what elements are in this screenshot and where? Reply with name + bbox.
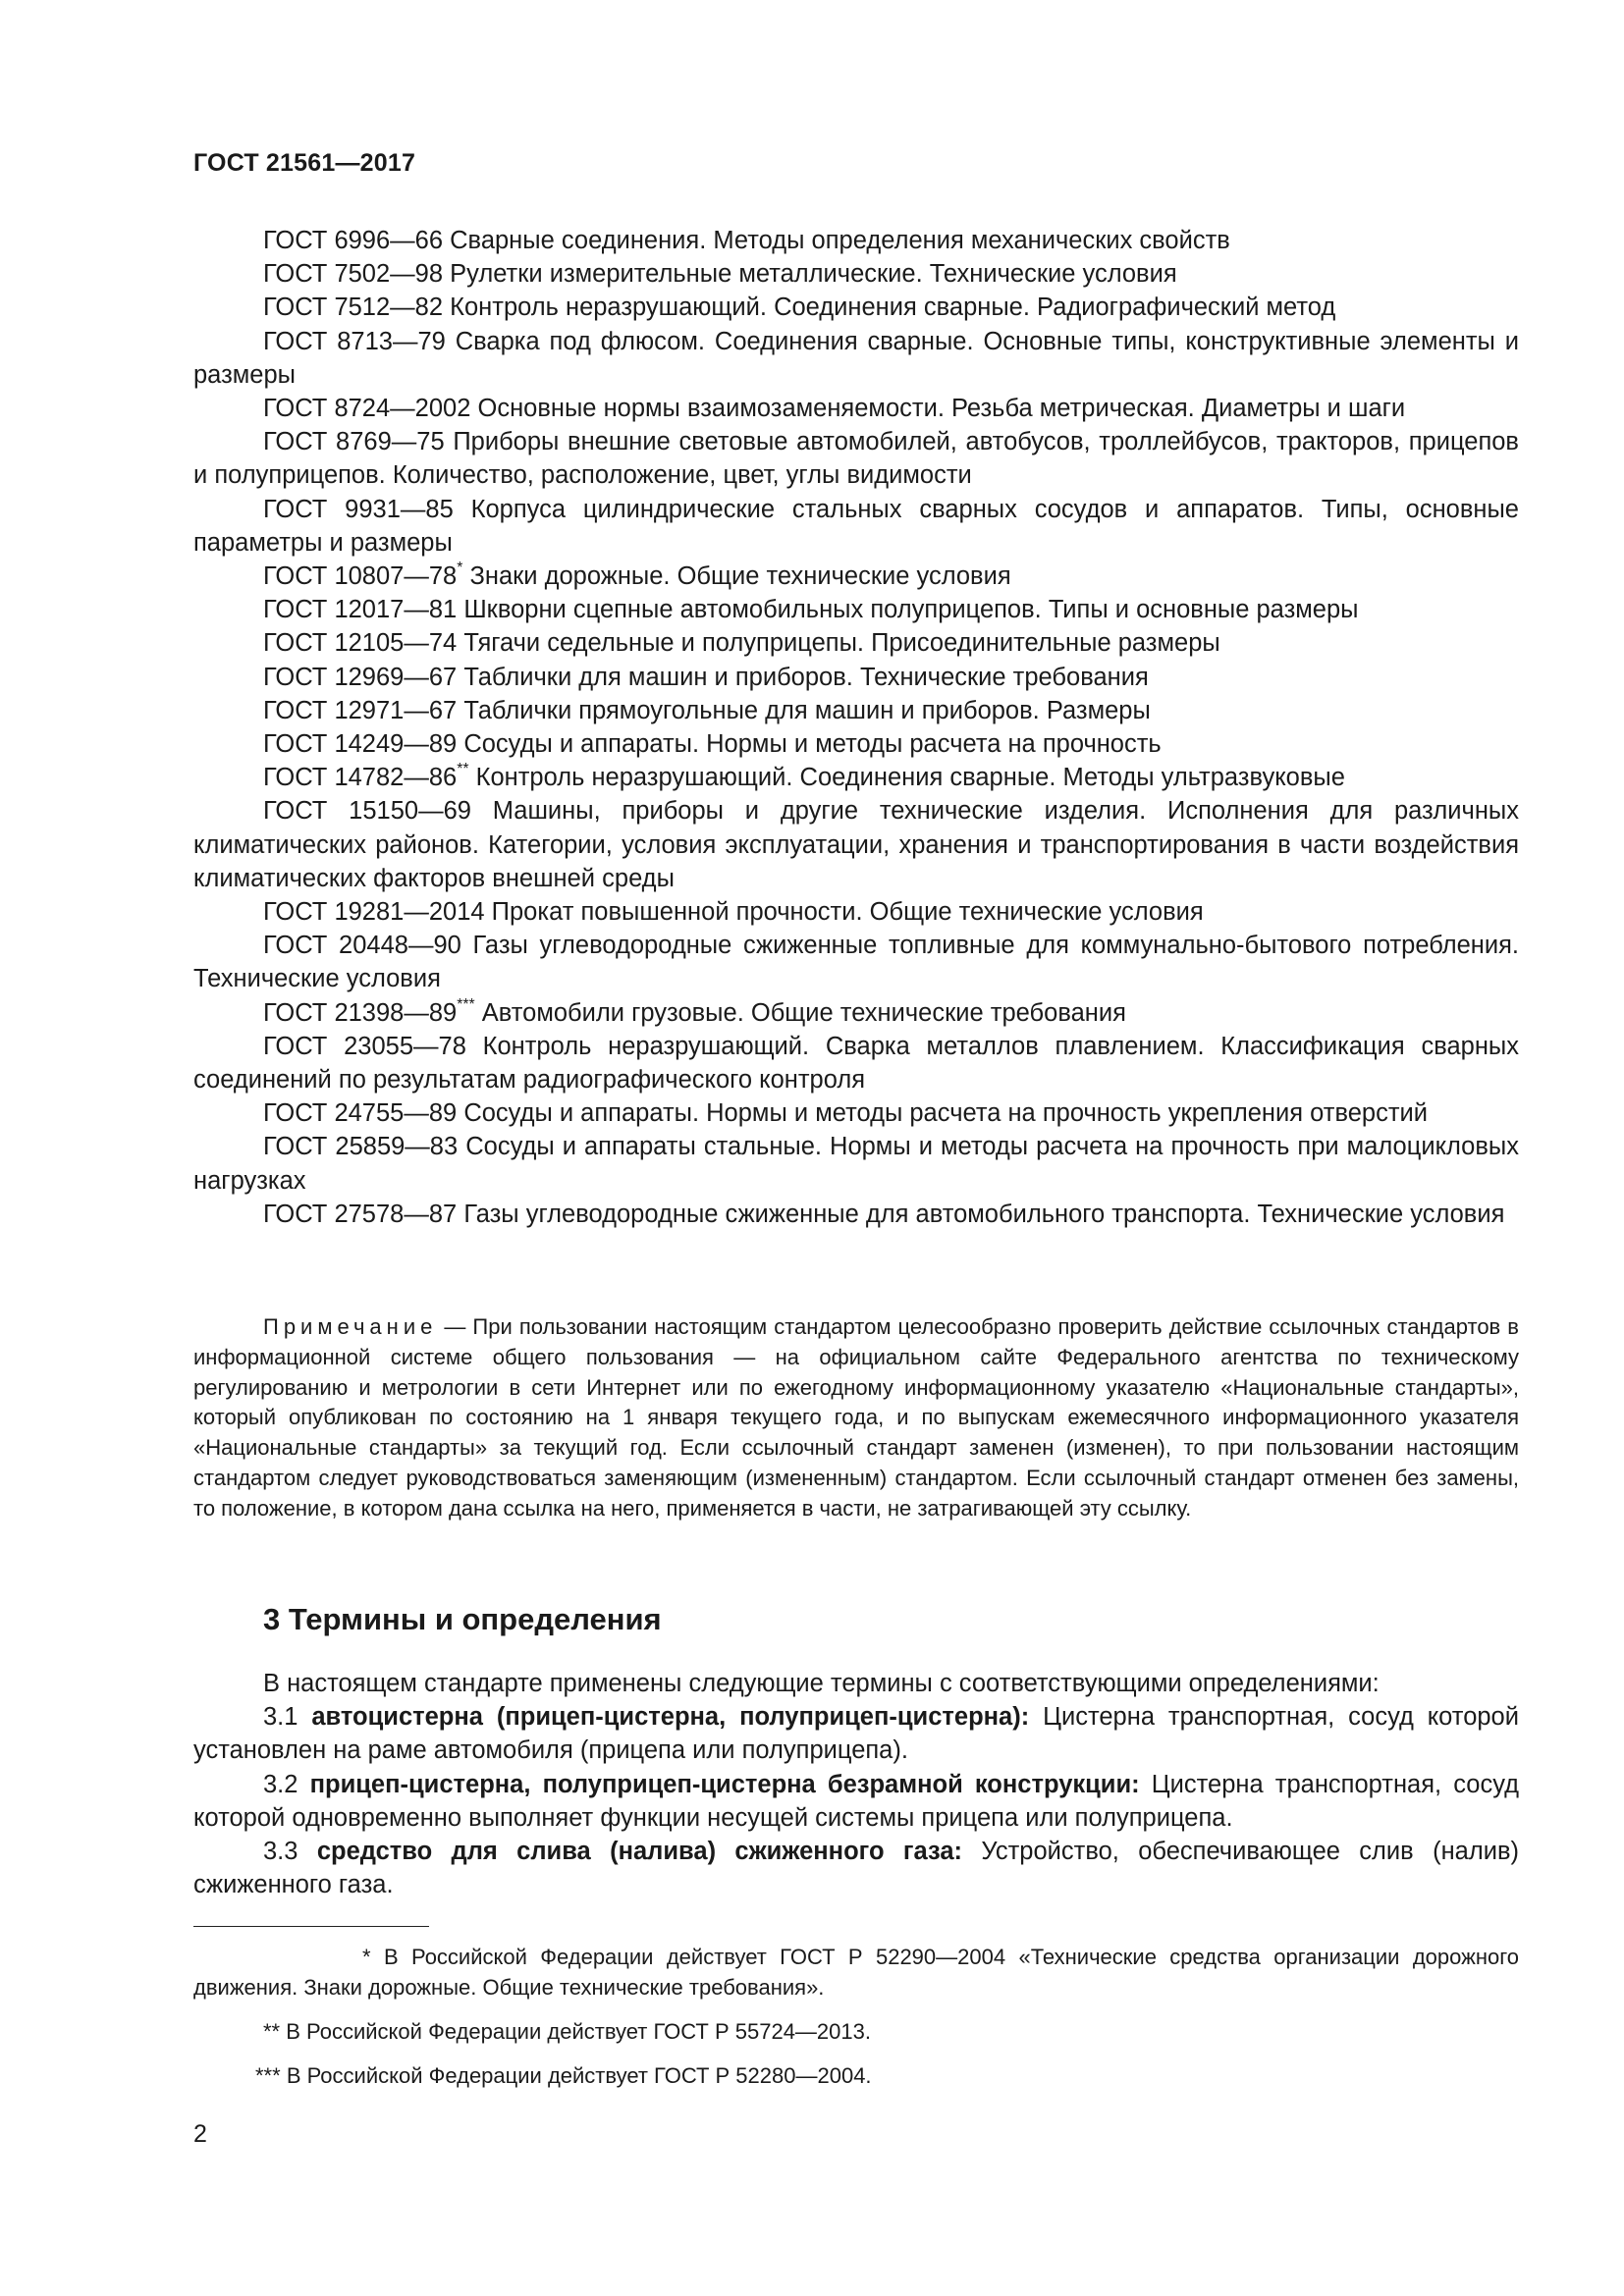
reference-title: Таблички для машин и приборов. Технические требования	[463, 663, 1149, 691]
reference-title: Сосуды и аппараты стальные. Нормы и методы расчета на прочность при малоцикловых нагрузках	[193, 1133, 1519, 1195]
reference-title: Газы углеводородные сжиженные для автомобильного транспорта. Технические условия	[463, 1200, 1505, 1228]
footnote-mark: *	[362, 1945, 371, 1969]
reference-code: ГОСТ 15150—69	[263, 797, 471, 826]
footnote-text: В Российской Федерации действует ГОСТ Р 52280—2004.	[286, 2063, 872, 2088]
footnote	[193, 2016, 1519, 2047]
normative-references-list	[193, 224, 1519, 1231]
reference-code: ГОСТ 25859—83	[263, 1133, 459, 1161]
reference-title: Таблички прямоугольные для машин и приборов. Размеры	[463, 696, 1151, 724]
reference-code: ГОСТ 14782—86	[263, 764, 458, 792]
section-title: 3 Термины и определения	[263, 1602, 662, 1636]
reference-code: ГОСТ 8724—2002	[263, 395, 471, 423]
reference-code: ГОСТ 9931—85	[263, 495, 454, 523]
reference-code: ГОСТ 6996—66	[263, 227, 444, 254]
reference-code: ГОСТ 23055—78	[263, 1032, 466, 1060]
term-definition	[193, 1768, 1519, 1835]
footnote-mark: ***	[255, 2063, 281, 2088]
page-number: 2	[193, 2120, 207, 2148]
reference-code: ГОСТ 19281—2014	[263, 898, 485, 927]
reference-item	[193, 895, 1519, 929]
footnote-ref-mark: *	[457, 560, 463, 577]
term-text: Цистерна транспортная, сосуд которой установлен на раме автомобиля (прицепа или полуприцепа).	[193, 1703, 1519, 1765]
note-label: Примечание	[263, 1314, 438, 1339]
reference-title: Сосуды и аппараты. Нормы и методы расчета на прочность укрепления отверстий	[463, 1099, 1428, 1128]
term-name: прицеп-цистерна, полуприцеп-цистерна безрамной конструкции:	[309, 1770, 1140, 1798]
reference-title: Приборы внешние световые автомобилей, автобусов, троллейбусов, тракторов, прицепов и полуприцепов. Количество, расположение, цвет, углы видимости	[193, 428, 1519, 490]
reference-code: ГОСТ 7512—82	[263, 294, 444, 322]
reference-title: Корпуса цилиндрические стальных сварных сосудов и аппаратов. Типы, основные параметры и размеры	[193, 495, 1519, 557]
reference-title: Сварка под флюсом. Соединения сварные. Основные типы, конструктивные элементы и размеры	[193, 327, 1519, 389]
footnote-divider	[193, 1926, 429, 1927]
reference-code: ГОСТ 20448—90	[263, 932, 461, 960]
reference-item	[193, 291, 1519, 324]
reference-item	[193, 224, 1519, 257]
footnote-text: В Российской Федерации действует ГОСТ Р 55724—2013.	[286, 2019, 871, 2044]
reference-item	[193, 425, 1519, 492]
footnote	[193, 2060, 1519, 2091]
footnote	[193, 1942, 1519, 2002]
reference-item	[193, 1198, 1519, 1231]
reference-item	[193, 392, 1519, 425]
footnote-mark: **	[263, 2019, 281, 2044]
reference-title: Контроль неразрушающий. Соединения сварные. Методы ультразвуковые	[475, 764, 1345, 792]
reference-code: ГОСТ 24755—89	[263, 1099, 458, 1128]
terms-section-body	[193, 1667, 1519, 1901]
reference-code: ГОСТ 12969—67	[263, 663, 458, 691]
reference-item	[193, 794, 1519, 895]
note-text: — При пользовании настоящим стандартом целесообразно проверить действие ссылочных стандартов в информационной системе общего пользования — на официальном сайте Федерального агентства по техническому регулированию и метрологии в сети Интернет или по ежегодному информационному указателю «Национальные стандарты», который опубликован по состоянию на 1 января текущего года, и по выпускам ежемесячного информационного указателя «Национальные стандарты» за текущий год. Если ссылочный стандарт заменен (изменен), то при пользовании настоящим стандартом следует руководствоваться заменяющим (измененным) стандартом. Если ссылочный стандарт отменен без замены, то положение, в котором дана ссылка на него, применяется в части, не затрагивающей эту ссылку.	[193, 1314, 1519, 1521]
reference-title: Знаки дорожные. Общие технические условия	[469, 562, 1011, 591]
reference-title: Прокат повышенной прочности. Общие технические условия	[491, 898, 1204, 927]
term-number: 3.3	[263, 1838, 298, 1866]
reference-code: ГОСТ 27578—87	[263, 1200, 458, 1228]
reference-code: ГОСТ 12971—67	[263, 696, 458, 724]
reference-item	[193, 493, 1519, 560]
reference-title: Автомобили грузовые. Общие технические требования	[481, 998, 1126, 1027]
footnote-text: В Российской Федерации действует ГОСТ Р 52290—2004 «Технические средства организации дорожного движения. Знаки дорожные. Общие технические требования».	[193, 1945, 1519, 2000]
term-definition	[193, 1835, 1519, 1901]
term-number: 3.1	[263, 1703, 298, 1732]
reference-item	[193, 1030, 1519, 1096]
footnotes	[193, 1942, 1519, 2105]
reference-title: Контроль неразрушающий. Сварка металлов плавлением. Классификация сварных соединений по результатам радиографического контроля	[193, 1032, 1519, 1095]
reference-code: ГОСТ 8713—79	[263, 327, 446, 355]
reference-item	[193, 661, 1519, 694]
reference-title: Контроль неразрушающий. Соединения сварные. Радиографический метод	[450, 294, 1336, 322]
section-intro: В настоящем стандарте применены следующие термины с соответствующими определениями:	[263, 1670, 1380, 1697]
reference-code: ГОСТ 7502—98	[263, 260, 444, 289]
reference-item	[193, 694, 1519, 727]
reference-item	[193, 1130, 1519, 1197]
footnote-ref-mark: **	[457, 761, 469, 778]
reference-title: Рулетки измерительные металлические. Технические условия	[450, 260, 1177, 289]
reference-item	[193, 1096, 1519, 1130]
term-text: Цистерна транспортная, сосуд которой одновременно выполняет функции несущей системы прицепа или полуприцепа.	[193, 1770, 1520, 1832]
reference-title: Сварные соединения. Методы определения механических свойств	[450, 227, 1230, 254]
reference-code: ГОСТ 12017—81	[263, 596, 458, 624]
reference-item	[193, 257, 1519, 291]
reference-code: ГОСТ 8769—75	[263, 428, 445, 456]
reference-item	[193, 325, 1519, 392]
reference-code: ГОСТ 12105—74	[263, 629, 458, 658]
reference-title: Газы углеводородные сжиженные топливные для коммунально-бытового потребления. Технические условия	[193, 932, 1519, 993]
reference-item	[193, 560, 1519, 593]
term-number: 3.2	[263, 1770, 298, 1798]
footnote-ref-mark: ***	[457, 995, 475, 1013]
term-definition	[193, 1700, 1519, 1767]
reference-code: ГОСТ 14249—89	[263, 730, 458, 759]
reference-code: ГОСТ 21398—89	[263, 998, 458, 1027]
reference-item	[193, 593, 1519, 626]
reference-item	[193, 761, 1519, 794]
term-name: автоцистерна (прицеп-цистерна, полуприцеп-цистерна):	[311, 1703, 1030, 1732]
references-note	[193, 1312, 1519, 1524]
reference-item	[193, 996, 1519, 1030]
reference-title: Сосуды и аппараты. Нормы и методы расчета на прочность	[463, 730, 1162, 759]
reference-code: ГОСТ 10807—78	[263, 562, 458, 591]
reference-title: Шкворни сцепные автомобильных полуприцепов. Типы и основные размеры	[463, 596, 1359, 624]
reference-item	[193, 929, 1519, 995]
reference-title: Тягачи седельные и полуприцепы. Присоединительные размеры	[463, 629, 1220, 658]
term-text: Устройство, обеспечивающее слив (налив) сжиженного газа.	[193, 1838, 1519, 1899]
reference-title: Машины, приборы и другие технические изделия. Исполнения для различных климатических районов. Категории, условия эксплуатации, хранения и транспортирования в части воздействия климатических факторов внешней среды	[193, 797, 1520, 892]
document-header: ГОСТ 21561—2017	[193, 149, 416, 177]
reference-item	[193, 626, 1519, 660]
reference-title: Основные нормы взаимозаменяемости. Резьба метрическая. Диаметры и шаги	[477, 395, 1406, 423]
term-name: средство для слива (налива) сжиженного газа:	[316, 1838, 963, 1866]
reference-item	[193, 727, 1519, 761]
